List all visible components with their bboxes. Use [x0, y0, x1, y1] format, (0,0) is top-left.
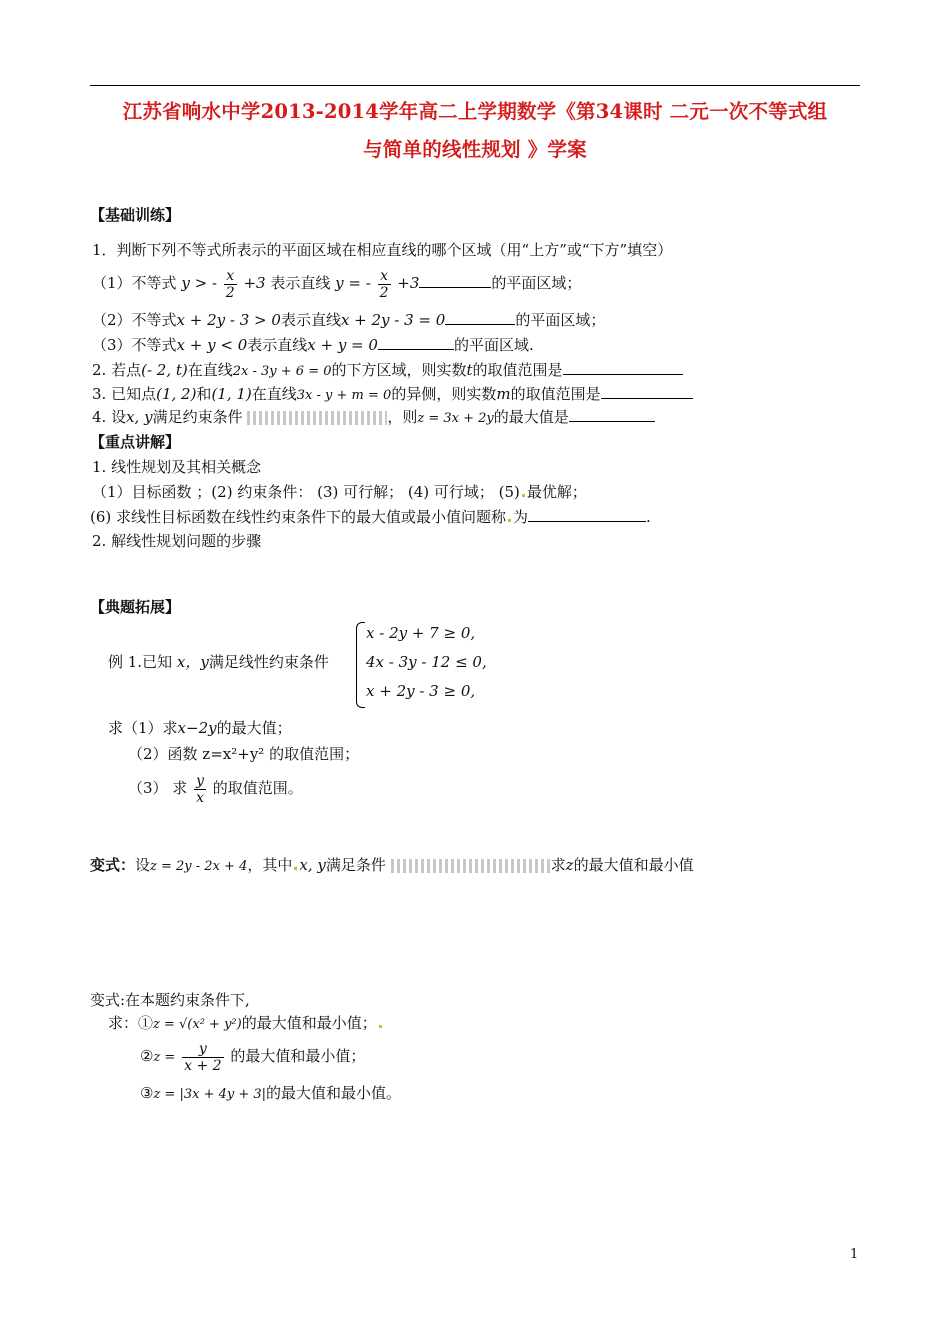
variant-2-ask-3: ③z = |3x + 4y + 3|的最大值和最小值。 — [140, 1084, 402, 1102]
page-number: 1 — [850, 1247, 859, 1262]
q1-1-rhs2: +3 — [397, 274, 420, 292]
variant-2-ask-1: 求：①z = √(x² + y²)的最大值和最小值； — [108, 1013, 384, 1035]
question-1-3: （3）不等式x + y < 0表示直线x + y = 0 的平面区域. — [92, 336, 534, 354]
fraction-x-over-2-b: $\frac{x}{2}$ — [379, 267, 389, 301]
page-title-line1: 江苏省响水中学2013-2014学年高二上学期数学《第34课时 二元一次不等式组 — [122, 100, 828, 123]
key-item-1-6: (6) 求线性目标函数在线性约束条件下的最大值或最小值问题称 为 . — [90, 508, 651, 526]
fraction-y-over-x: $\frac{y}{x}$ — [196, 772, 205, 806]
left-brace — [356, 622, 365, 708]
question-1-2: （2）不等式x + 2y - 3 > 0表示直线x + 2y - 3 = 0 的平面区域； — [92, 311, 606, 329]
section-heading-basic: 【基础训练】 — [90, 206, 181, 224]
q1-1-suffix: 的平面区域； — [491, 274, 582, 292]
fraction-y-over-x-plus-2: $\frac{y}{x + 2}$ — [184, 1040, 222, 1074]
mark-dot — [508, 519, 511, 522]
answer-blank[interactable] — [528, 507, 646, 522]
answer-blank[interactable] — [419, 273, 491, 288]
question-3: 3. 已知点(1, 2)和(1, 1)在直线3x - y + m = 0的异侧，则实数m的取值范围是 — [92, 384, 693, 406]
answer-blank[interactable] — [445, 310, 515, 325]
fraction-x-over-2: $\frac{x}{2}$ — [225, 267, 235, 301]
constraint-row: x + 2y - 3 ≥ 0, — [366, 682, 476, 700]
key-item-2: 2. 解线性规划问题的步骤 — [92, 532, 262, 550]
q1-1-mid: 表示直线 — [270, 274, 331, 292]
mark-dot — [294, 867, 297, 870]
q1-1-lhs: y > - — [181, 274, 222, 292]
key-item-1-list: （1）目标函数 ；(2) 约束条件： (3) 可行解； (4) 可行域； (5) 最优解； — [92, 483, 587, 501]
question-1-1 — [92, 265, 581, 301]
q1-1-lhs2: y = - — [335, 274, 376, 292]
ask-1: 求（1）求x−2y的最大值； — [108, 719, 292, 737]
constraint-row: x - 2y + 7 ≥ 0, — [366, 624, 476, 642]
constraint-system-image — [247, 411, 387, 425]
section-heading-key: 【重点讲解】 — [90, 433, 181, 451]
example-1: 例 1.已知 x，y满足线性约束条件 — [108, 653, 329, 671]
q1-1-rhs: +3 — [243, 274, 266, 292]
answer-blank[interactable] — [569, 407, 655, 422]
variant-2-ask-2: ②z = $\frac{y}{x + 2}$ 的最大值和最小值； — [140, 1040, 366, 1074]
answer-blank[interactable] — [601, 384, 693, 399]
ask-3: （3） 求 $\frac{y}{x}$ 的取值范围。 — [128, 772, 303, 806]
variant-2-intro: 变式:在本题约束条件下, — [90, 991, 250, 1009]
key-item-1: 1. 线性规划及其相关概念 — [92, 458, 262, 476]
answer-blank[interactable] — [378, 335, 454, 350]
answer-blank[interactable] — [563, 360, 683, 375]
q1-1-prefix: （1）不等式 — [92, 274, 177, 292]
constraint-system-image — [391, 859, 551, 873]
question-4: 4. 设x, y满足约束条件 ，则z = 3x + 2y的最大值是 — [92, 407, 655, 429]
variant-1: 变式：设z = 2y - 2x + 4，其中 x, y满足条件 求z的最大值和最小值 — [90, 856, 694, 874]
mark-dot — [379, 1025, 382, 1028]
ask-2: （2）函数 z=x²+y² 的取值范围； — [128, 745, 360, 763]
mark-dot — [522, 494, 525, 497]
question-2: 2. 若点(- 2, t)在直线2x - 3y + 6 = 0的下方区域，则实数t的取值范围是 — [92, 360, 683, 382]
section-heading-examples: 【典题拓展】 — [90, 598, 181, 616]
header-rule — [90, 85, 860, 86]
page-title-line2: 与简单的线性规划 》学案 — [363, 138, 587, 161]
question-1: 1．判断下列不等式所表示的平面区域在相应直线的哪个区域（用“上方”或“下方”填空） — [92, 241, 673, 259]
constraint-row: 4x - 3y - 12 ≤ 0, — [366, 653, 487, 671]
